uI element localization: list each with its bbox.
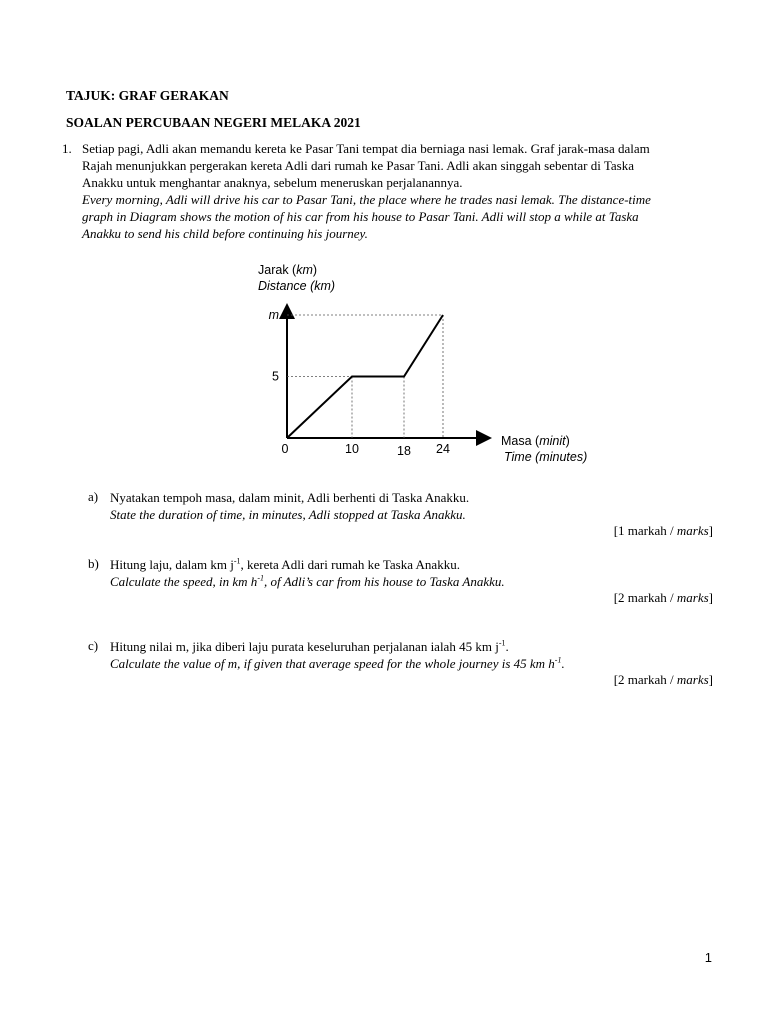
malay-line: Rajah menunjukkan pergerakan kereta Adli dari rumah ke Pasar Tani. Adli akan singgah sebentar di Taska xyxy=(82,158,634,173)
question-number: 1. xyxy=(62,141,72,156)
x-axis-label-malay: Masa (minit) xyxy=(501,434,570,448)
english-line: graph in Diagram shows the motion of his car from his house to Pasar Tani. Adli will stop a while at Taska xyxy=(82,209,639,224)
x-tick-label: 24 xyxy=(436,442,450,456)
x-tick-label: 0 xyxy=(281,442,289,456)
subquestion-b-english: Calculate the speed, in km $h^{-1}$, of Adli’s car from his house to Taska Anakku. xyxy=(110,573,505,589)
question-malay-text xyxy=(82,140,714,242)
y-axis-label-english: Distance (km) xyxy=(258,279,336,293)
y-tick-label: m xyxy=(268,308,279,322)
subquestion-c-malay: Hitung nilai m, jika diberi laju purata keseluruhan perjalanan ialah 45 km $j^{-1}$. xyxy=(110,638,509,654)
subquestion-b-letter: b) xyxy=(88,556,99,571)
x-axis-label-english: Time (minutes) xyxy=(504,450,588,464)
malay-line: Setiap pagi, Adli akan memandu kereta ke Pasar Tani tempat dia berniaga nasi lemak. Graf jarak-masa dalam xyxy=(82,141,650,156)
english-line: Anakku to send his child before continuing his journey. xyxy=(82,226,368,241)
subquestion-c-english: Calculate the value of m, if given that average speed for the whole journey is 45 km $h^{-1}$. xyxy=(110,655,565,671)
subquestion-b xyxy=(110,556,710,590)
subquestion-a-marks: [1 markah / marks] xyxy=(613,523,713,538)
malay-line: Anakku untuk menghantar anaknya, sebelum meneruskan perjalanannya. xyxy=(82,175,463,190)
distance-time-graph xyxy=(220,255,620,475)
y-axis-label-malay: Jarak (km) xyxy=(258,263,318,277)
source-heading: SOALAN PERCUBAAN NEGERI MELAKA 2021 xyxy=(66,115,361,130)
x-tick-label: 10 xyxy=(345,442,359,456)
subquestion-b-malay: Hitung laju, dalam km $j^{-1}$, kereta Adli dari rumah ke Taska Anakku. xyxy=(110,556,460,572)
subquestion-c xyxy=(110,638,710,672)
distance-line-series xyxy=(287,315,443,438)
page-number: 1 xyxy=(704,950,712,965)
subquestion-a-malay: Nyatakan tempoh masa, dalam minit, Adli berhenti di Taska Anakku. xyxy=(110,490,470,505)
x-tick-label: 18 xyxy=(397,444,411,458)
subquestion-a-english: State the duration of time, in minutes, Adli stopped at Taska Anakku. xyxy=(110,507,466,522)
subquestion-b-marks: [2 markah / marks] xyxy=(613,590,713,605)
subquestion-a xyxy=(110,489,710,523)
subquestion-a-letter: a) xyxy=(88,489,99,504)
topic-heading: TAJUK: GRAF GERAKAN xyxy=(66,88,229,103)
subquestion-c-marks: [2 markah / marks] xyxy=(613,672,713,687)
english-line: Every morning, Adli will drive his car to Pasar Tani, the place where he trades nasi lemak. The distance-time xyxy=(82,192,651,207)
subquestion-c-letter: c) xyxy=(88,638,99,653)
y-tick-label: 5 xyxy=(272,369,279,384)
